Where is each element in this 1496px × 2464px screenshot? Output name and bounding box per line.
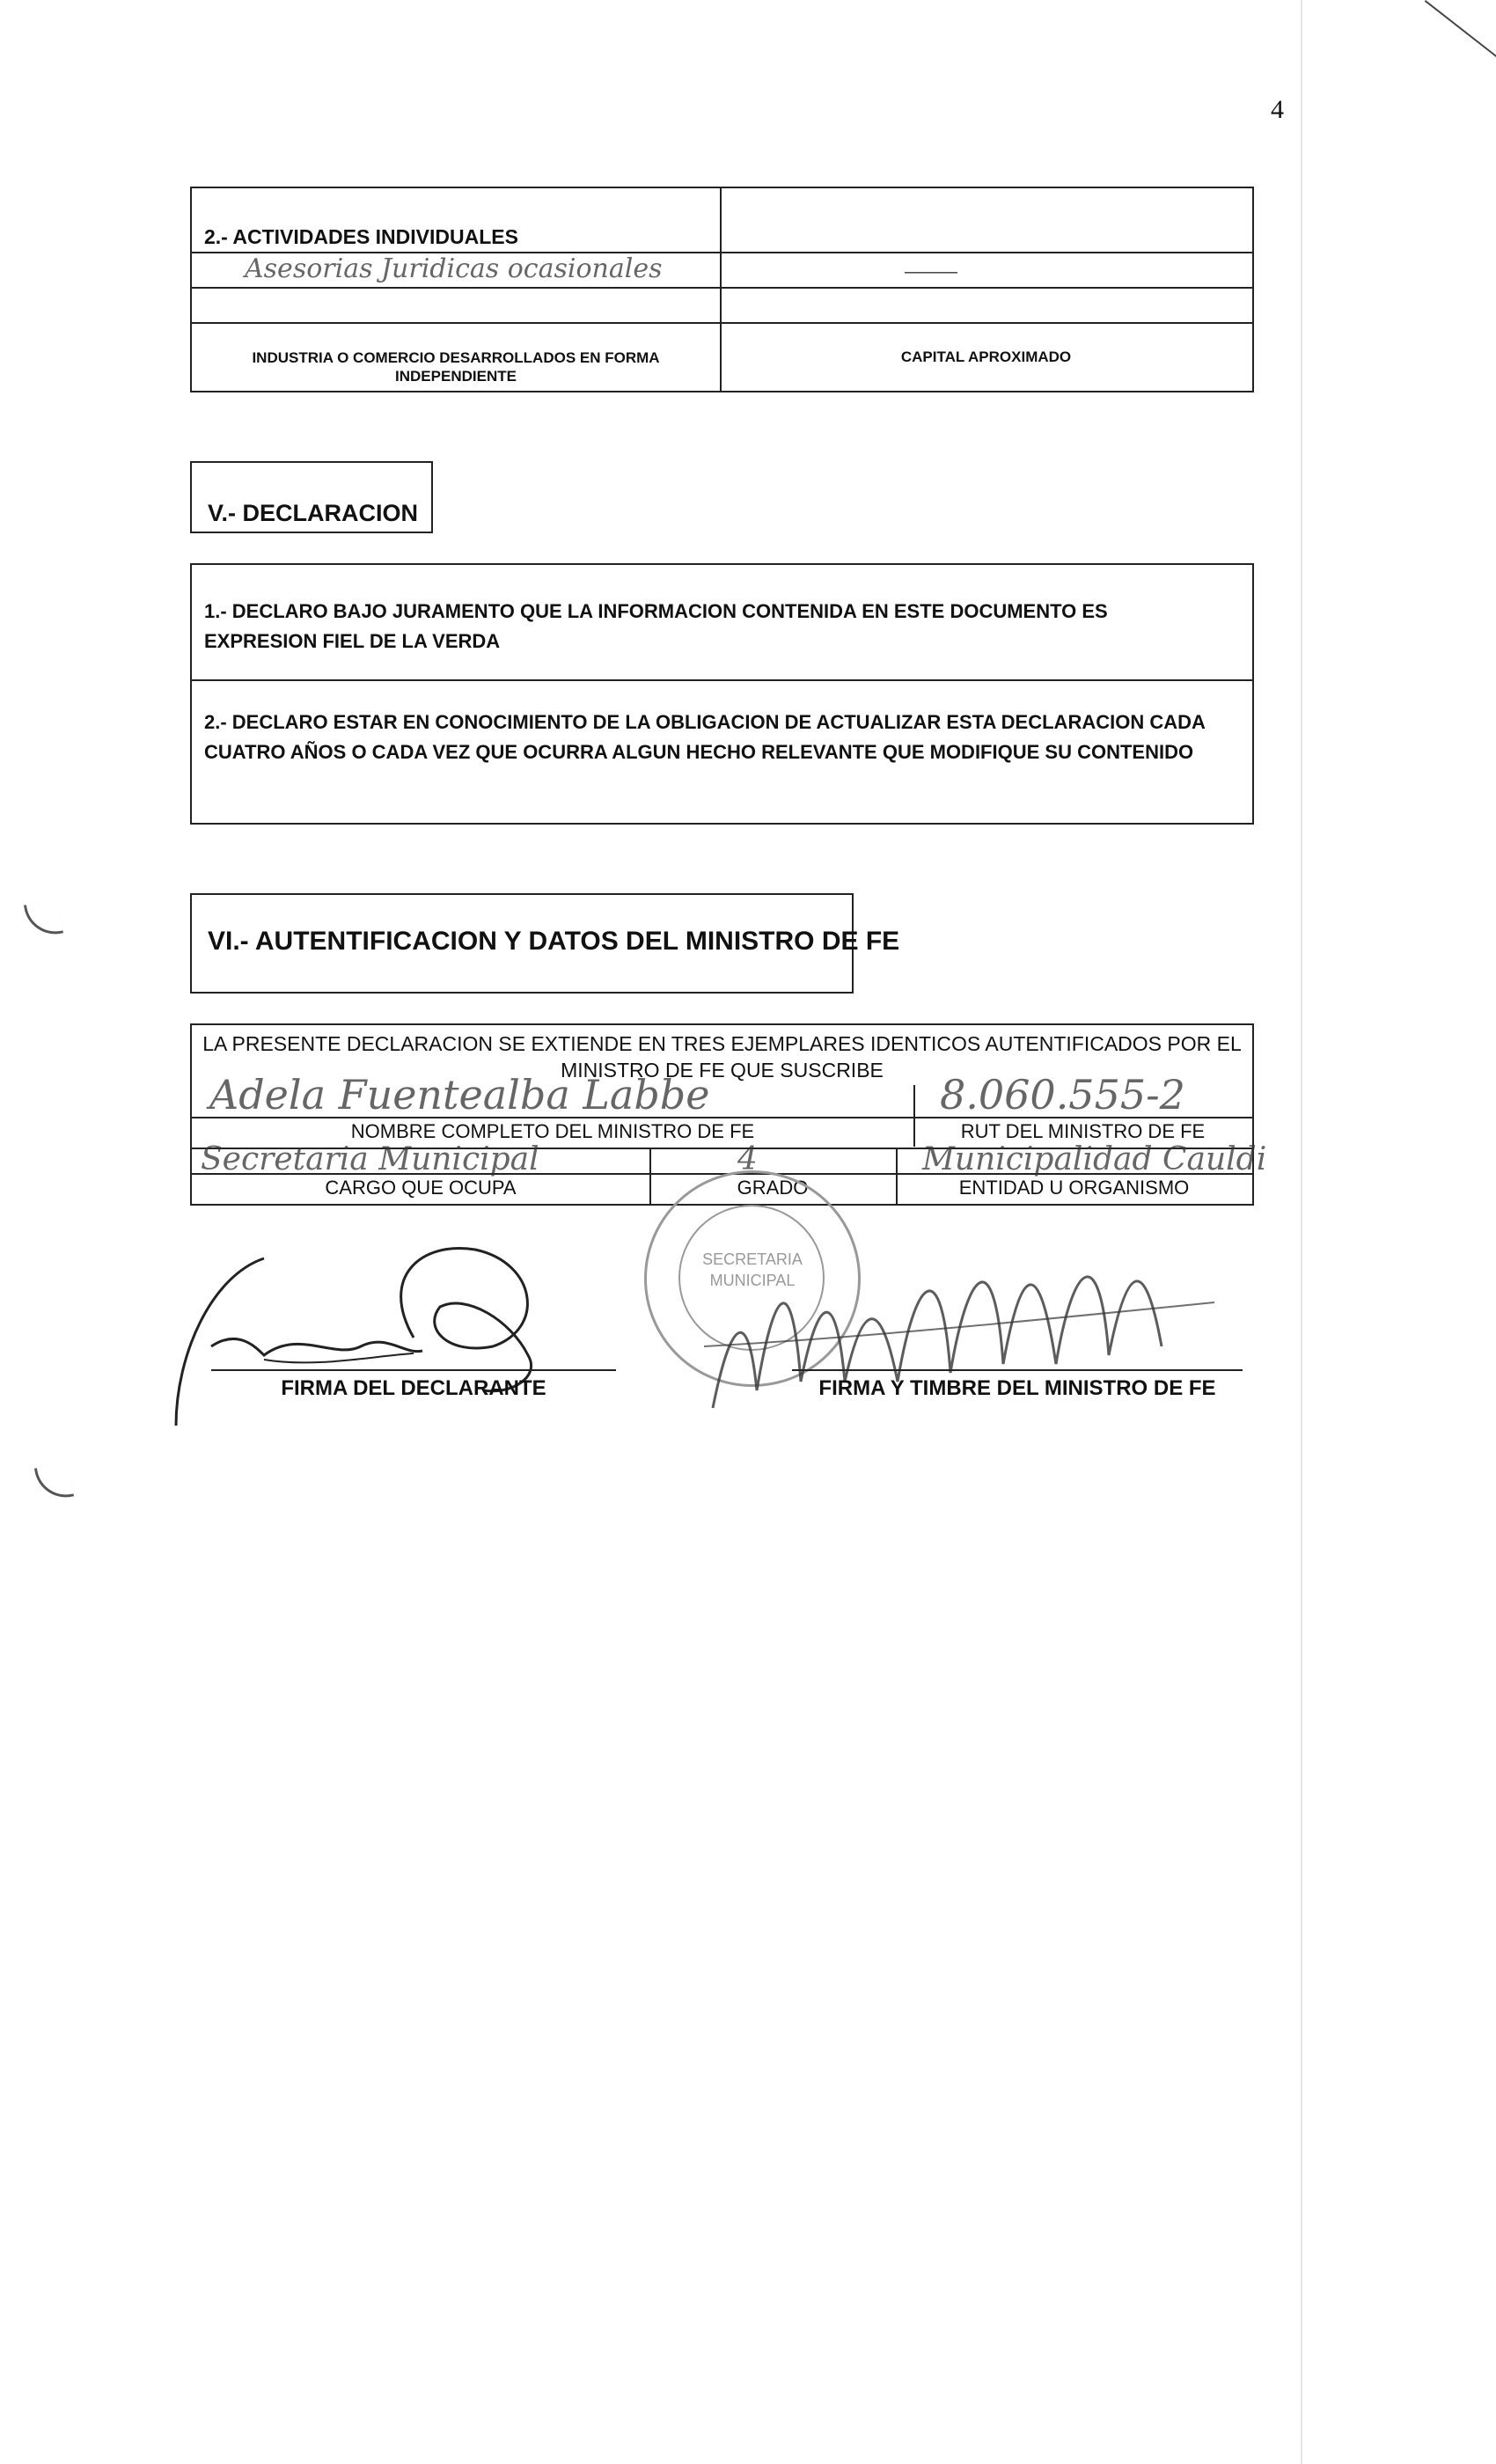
- column-industry-label: INDUSTRIA O COMERCIO DESARROLLADOS EN FORMA INDEPENDIENTE: [252, 349, 660, 385]
- cargo-value: Secretaria Municipal: [201, 1141, 539, 1177]
- activities-title: 2.- ACTIVIDADES INDIVIDUALES: [204, 225, 518, 248]
- page-edge: [1301, 0, 1302, 2464]
- label-entidad: ENTIDAD U ORGANISMO: [958, 1177, 1190, 1199]
- declarant-signature: [158, 1223, 651, 1443]
- punch-hole-icon: [34, 1463, 74, 1502]
- minister-rut-value: 8.060.555-2: [940, 1071, 1185, 1118]
- declarant-signature-label: FIRMA DEL DECLARANTE: [281, 1376, 546, 1400]
- autentificacion-intro: LA PRESENTE DECLARACION SE EXTIENDE EN TRES EJEMPLARES IDENTICOS AUTENTIFICADOS POR EL MINISTRO DE FE QUE SUSCRIBE: [202, 1032, 1242, 1082]
- declaracion-heading-box: [190, 461, 433, 533]
- entidad-value: Municipalidad Cauldi: [922, 1141, 1267, 1177]
- declaracion-row-line: [192, 679, 1252, 681]
- punch-hole-icon: [24, 899, 63, 939]
- label-grado: GRADO: [737, 1177, 809, 1199]
- activities-row-line: [192, 322, 1252, 324]
- stamp-line-2: MUNICIPAL: [709, 1272, 796, 1289]
- minister-name-value: Adela Fuentealba Labbe: [209, 1071, 710, 1118]
- autentificacion-title: VI.- AUTENTIFICACION Y DATOS DEL MINISTRO DE FE: [208, 927, 900, 956]
- label-minister-rut: RUT DEL MINISTRO DE FE: [960, 1120, 1206, 1142]
- minister-signature-label: FIRMA Y TIMBRE DEL MINISTRO DE FE: [818, 1376, 1216, 1400]
- stamp-line-1: SECRETARIA: [702, 1250, 803, 1268]
- declaracion-item-1: 1.- DECLARO BAJO JURAMENTO QUE LA INFORMACION CONTENIDA EN ESTE DOCUMENTO ES EXPRESION FIEL DE LA VERDA: [204, 600, 1108, 652]
- autentificacion-heading-box: [190, 893, 900, 994]
- page-corner-fold: [1425, 0, 1496, 61]
- declaracion-box: [190, 563, 1254, 825]
- capital-dash: ———: [905, 262, 957, 282]
- page-number: 4: [1271, 95, 1284, 124]
- activities-table: [190, 187, 1254, 392]
- column-capital-label: CAPITAL APROXIMADO: [900, 348, 1072, 365]
- declaracion-title: V.- DECLARACION: [208, 500, 419, 526]
- label-cargo: CARGO QUE OCUPA: [325, 1177, 517, 1199]
- activities-row-line: [192, 287, 1252, 289]
- declarant-signature-line: [211, 1369, 616, 1371]
- minister-signature-line: [792, 1369, 1243, 1371]
- declaracion-item-2: 2.- DECLARO ESTAR EN CONOCIMIENTO DE LA OBLIGACION DE ACTUALIZAR ESTA DECLARACION CADA CUATRO AÑOS O CADA VEZ QUE OCURRA ALGUN HECHO RELEVANTE QUE MODIFIQUE SU CONTENIDO: [204, 711, 1206, 763]
- activities-handwritten-entry: Asesorias Juridicas ocasionales: [245, 253, 663, 284]
- grado-value: 4: [737, 1141, 758, 1177]
- label-minister-name: NOMBRE COMPLETO DEL MINISTRO DE FE: [350, 1120, 755, 1142]
